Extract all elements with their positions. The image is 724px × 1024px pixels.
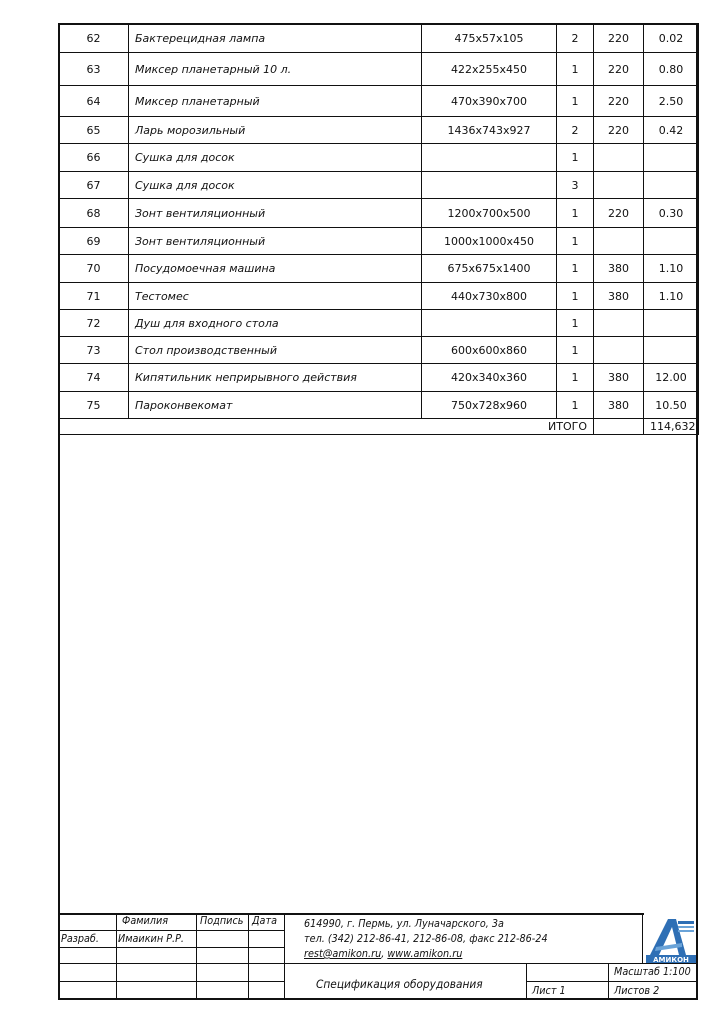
row-number: 70	[59, 255, 129, 283]
equipment-name: Тестомес	[129, 283, 422, 310]
total-empty-cell	[594, 419, 644, 435]
equipment-name: Пароконвекомат	[129, 392, 422, 419]
equipment-power	[644, 144, 699, 172]
equipment-quantity: 1	[557, 392, 594, 419]
col-signature: Подпись	[200, 915, 244, 927]
equipment-dimensions: 1000x1000x450	[422, 228, 557, 255]
equipment-quantity: 1	[557, 364, 594, 392]
equipment-dimensions: 1200x700x500	[422, 199, 557, 228]
equipment-dimensions: 440x730x800	[422, 283, 557, 310]
equipment-quantity: 1	[557, 283, 594, 310]
equipment-name: Зонт вентиляционный	[129, 228, 422, 255]
equipment-power	[644, 228, 699, 255]
equipment-dimensions: 470x390x700	[422, 86, 557, 117]
equipment-quantity: 1	[557, 199, 594, 228]
row-number: 75	[59, 392, 129, 419]
equipment-name: Миксер планетарный	[129, 86, 422, 117]
amikon-logo-icon	[642, 913, 698, 965]
table-row	[59, 228, 699, 255]
row-number: 62	[59, 24, 129, 53]
contacts-separator: ,	[381, 948, 388, 960]
equipment-power	[644, 172, 699, 199]
equipment-dimensions: 422x255x450	[422, 53, 557, 86]
table-row	[59, 86, 699, 117]
total-value: 114,632	[644, 419, 699, 435]
company-contacts	[304, 948, 462, 960]
document-title: Спецификация оборудования	[316, 977, 483, 991]
equipment-power: 0.80	[644, 53, 699, 86]
equipment-spec-table	[58, 23, 699, 435]
equipment-voltage: 220	[594, 117, 644, 144]
col-surname: Фамилия	[122, 915, 169, 927]
row-number: 74	[59, 364, 129, 392]
equipment-voltage	[594, 144, 644, 172]
website-link[interactable]: www.amikon.ru	[387, 948, 463, 960]
equipment-power: 0.30	[644, 199, 699, 228]
equipment-quantity: 1	[557, 53, 594, 86]
table-row	[59, 24, 699, 53]
equipment-name: Бактерецидная лампа	[129, 24, 422, 53]
equipment-quantity: 2	[557, 117, 594, 144]
equipment-name: Стол производственный	[129, 337, 422, 364]
table-row	[59, 364, 699, 392]
logo-text: АМИКОН	[653, 956, 689, 964]
equipment-power	[644, 337, 699, 364]
equipment-voltage: 220	[594, 53, 644, 86]
equipment-name: Кипятильник неприрывного действия	[129, 364, 422, 392]
table-row	[59, 337, 699, 364]
equipment-voltage	[594, 337, 644, 364]
equipment-power: 1.10	[644, 283, 699, 310]
table-row	[59, 392, 699, 419]
row-number: 72	[59, 310, 129, 337]
row-number: 69	[59, 228, 129, 255]
equipment-dimensions	[422, 144, 557, 172]
equipment-dimensions: 675x675x1400	[422, 255, 557, 283]
title-block	[58, 913, 698, 1000]
row-number: 66	[59, 144, 129, 172]
row-number: 64	[59, 86, 129, 117]
developer-name: Имаикин Р.Р.	[118, 933, 185, 945]
role-label: Разраб.	[61, 933, 99, 945]
equipment-voltage	[594, 310, 644, 337]
equipment-quantity: 1	[557, 228, 594, 255]
equipment-voltage: 220	[594, 24, 644, 53]
equipment-name: Сушка для досок	[129, 172, 422, 199]
equipment-name: Миксер планетарный 10 л.	[129, 53, 422, 86]
company-phones: тел. (342) 212-86-41, 212-86-08, факс 212-86-24	[304, 933, 548, 945]
equipment-name: Ларь морозильный	[129, 117, 422, 144]
table-row	[59, 199, 699, 228]
equipment-voltage	[594, 172, 644, 199]
equipment-name: Душ для входного стола	[129, 310, 422, 337]
table-row	[59, 144, 699, 172]
equipment-quantity: 1	[557, 337, 594, 364]
equipment-quantity: 1	[557, 86, 594, 117]
scale-label: Масштаб 1:100	[614, 966, 691, 978]
row-number: 68	[59, 199, 129, 228]
equipment-dimensions: 475x57x105	[422, 24, 557, 53]
equipment-power: 12.00	[644, 364, 699, 392]
equipment-quantity: 1	[557, 310, 594, 337]
equipment-power: 0.02	[644, 24, 699, 53]
col-date: Дата	[252, 915, 278, 927]
equipment-voltage: 220	[594, 199, 644, 228]
equipment-power	[644, 310, 699, 337]
row-number: 73	[59, 337, 129, 364]
table-row	[59, 117, 699, 144]
equipment-power: 10.50	[644, 392, 699, 419]
equipment-power: 1.10	[644, 255, 699, 283]
equipment-quantity: 1	[557, 255, 594, 283]
equipment-power: 2.50	[644, 86, 699, 117]
equipment-dimensions: 750x728x960	[422, 392, 557, 419]
equipment-quantity: 1	[557, 144, 594, 172]
equipment-power: 0.42	[644, 117, 699, 144]
row-number: 65	[59, 117, 129, 144]
table-row	[59, 283, 699, 310]
equipment-dimensions: 600x600x860	[422, 337, 557, 364]
row-number: 63	[59, 53, 129, 86]
sheet-count: Листов 2	[614, 985, 660, 997]
equipment-voltage: 380	[594, 392, 644, 419]
equipment-dimensions	[422, 172, 557, 199]
row-number: 67	[59, 172, 129, 199]
email-link[interactable]: rest@amikon.ru	[304, 948, 382, 960]
equipment-dimensions: 1436x743x927	[422, 117, 557, 144]
equipment-voltage: 380	[594, 255, 644, 283]
table-row	[59, 53, 699, 86]
sheet-number: Лист 1	[532, 985, 566, 997]
equipment-name: Зонт вентиляционный	[129, 199, 422, 228]
equipment-dimensions	[422, 310, 557, 337]
row-number: 71	[59, 283, 129, 310]
equipment-name: Сушка для досок	[129, 144, 422, 172]
equipment-voltage	[594, 228, 644, 255]
equipment-dimensions: 420x340x360	[422, 364, 557, 392]
equipment-voltage: 380	[594, 364, 644, 392]
total-label: ИТОГО	[59, 419, 594, 435]
equipment-name: Посудомоечная машина	[129, 255, 422, 283]
total-row	[59, 419, 699, 435]
table-row	[59, 172, 699, 199]
equipment-voltage: 220	[594, 86, 644, 117]
equipment-voltage: 380	[594, 283, 644, 310]
company-address: 614990, г. Пермь, ул. Луначарского, 3а	[304, 918, 504, 930]
table-row	[59, 255, 699, 283]
equipment-quantity: 2	[557, 24, 594, 53]
equipment-quantity: 3	[557, 172, 594, 199]
table-row	[59, 310, 699, 337]
